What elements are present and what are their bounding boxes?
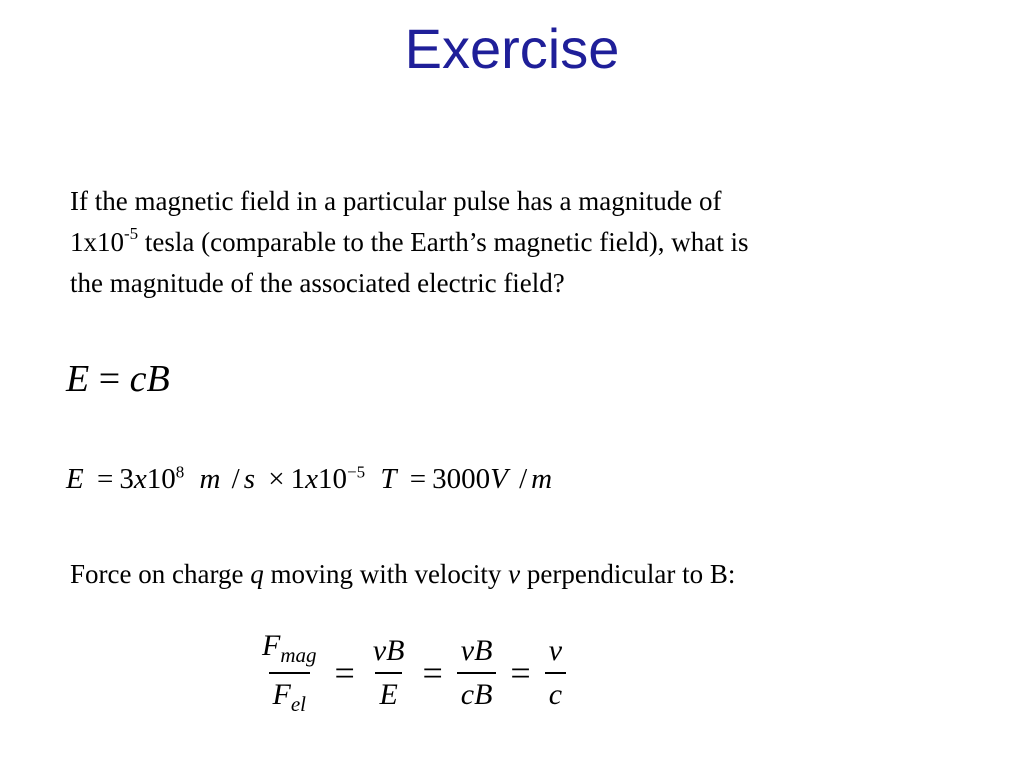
fraction-denominator <box>269 672 310 717</box>
f-el-subscript: el <box>290 692 306 716</box>
question-exponent: -5 <box>124 224 139 243</box>
fraction-numerator <box>258 629 321 672</box>
eq2-exp1: 8 <box>175 462 185 482</box>
question-line-2-rest: tesla (comparable to the Earth’s magnetic field), what is <box>138 227 749 257</box>
ratio-equals-1: = <box>334 653 355 693</box>
eq2-one: 1 <box>290 463 306 495</box>
fraction-denominator: c <box>545 672 566 712</box>
force-v: v <box>508 559 521 589</box>
eq2-E: E <box>66 463 84 495</box>
fraction-vb-e <box>369 634 409 712</box>
eq2-slash1: / <box>231 463 240 495</box>
fraction-vb-cb <box>457 634 497 712</box>
equation-e-value <box>66 463 552 496</box>
fraction-numerator: vB <box>372 634 405 667</box>
eq2-x1: x <box>133 463 147 495</box>
eq2-m2: m <box>531 463 553 495</box>
question-line-3: the magnitude of the associated electric field? <box>70 268 565 298</box>
eq1-cB: cB <box>129 358 170 400</box>
ratio-equals-2: = <box>422 653 443 693</box>
fraction-fmag-fel <box>258 629 321 717</box>
eq2-m1: m <box>199 463 221 495</box>
fraction-denominator: E <box>375 672 401 712</box>
force-statement <box>70 559 735 590</box>
question-line-2 <box>70 222 970 263</box>
eq2-s: s <box>243 463 256 495</box>
eq2-times: × <box>268 463 285 495</box>
eq2-exp2: −5 <box>347 462 366 482</box>
eq2-equals-1: = <box>96 463 114 495</box>
question-line-1: If the magnetic field in a particular pulse has a magnitude of <box>70 186 722 216</box>
eq2-x2: x <box>305 463 318 495</box>
question-text <box>70 181 970 304</box>
slide-title: Exercise <box>404 17 620 80</box>
force-post: perpendicular to B: <box>520 559 736 589</box>
question-value: 1x10 <box>70 227 124 257</box>
equation-e-cb <box>66 357 170 401</box>
fraction-denominator: cB <box>457 672 497 712</box>
eq2-ten2: 10 <box>318 463 347 495</box>
fraction-numerator: vB <box>460 634 493 667</box>
force-ratio-equation <box>252 618 572 728</box>
force-pre: Force on charge <box>70 559 251 589</box>
eq2-value: 3000 <box>432 463 491 495</box>
force-q: q <box>250 559 264 589</box>
f-mag-subscript: mag <box>280 643 317 667</box>
eq2-equals-2: = <box>409 463 427 495</box>
fraction-v-c <box>545 634 566 712</box>
eq1-E: E <box>66 358 90 400</box>
eq2-V: V <box>490 463 508 495</box>
f-mag-symbol: F <box>262 629 281 662</box>
f-el-symbol: F <box>272 678 291 711</box>
eq2-three: 3 <box>119 463 134 495</box>
eq2-T: T <box>380 463 397 495</box>
ratio-equals-3: = <box>510 653 531 693</box>
eq2-slash2: / <box>519 463 528 495</box>
eq1-equals: = <box>98 358 121 400</box>
fraction-numerator: v <box>548 634 563 667</box>
force-mid: moving with velocity <box>263 559 509 589</box>
eq2-ten1: 10 <box>146 463 176 495</box>
